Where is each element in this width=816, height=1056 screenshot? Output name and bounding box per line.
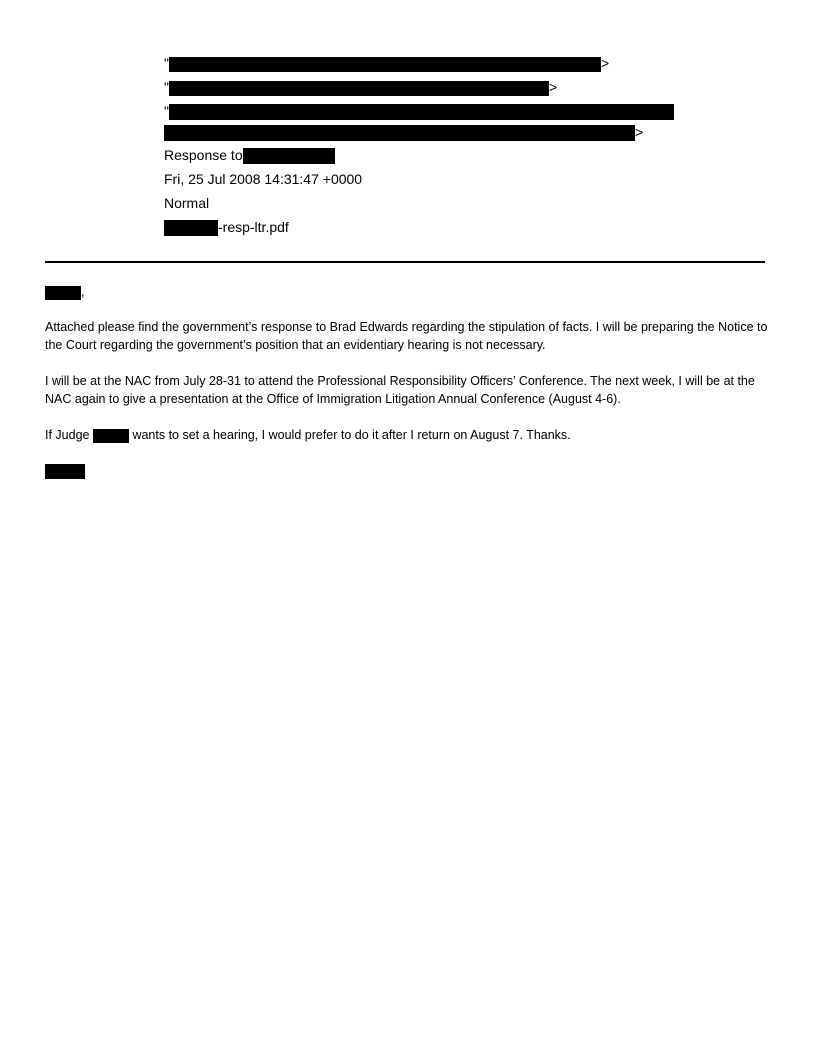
cc-close: > xyxy=(635,124,644,140)
redaction-block xyxy=(169,104,674,120)
paragraph-1-text: Attached please find the government’s response to Brad Edwards regarding the stipulation of facts. I will be preparing the Notice to the Court regarding the government’s position that an evidentiary hearing is not necessary. xyxy=(45,320,768,352)
paragraph-2-text: I will be at the NAC from July 28-31 to attend the Professional Responsibility Officers’ Conference. The next week, I will be at the NAC again to give a presentation at the Office of Immigration Litigation Annual Conference (August 4-6). xyxy=(45,374,755,406)
redaction-block xyxy=(93,429,129,443)
paragraph-3-text xyxy=(45,426,770,444)
attachment-filename[interactable]: -resp-ltr.pdf xyxy=(218,219,289,235)
subject-prefix: Response to xyxy=(164,147,243,163)
importance-value: Normal xyxy=(164,195,210,211)
to-close: > xyxy=(548,79,558,95)
cc-value xyxy=(164,102,674,120)
redaction-block xyxy=(164,125,635,141)
redaction-block xyxy=(243,148,335,164)
greeting-comma: , xyxy=(81,285,85,299)
redaction-block xyxy=(164,220,218,236)
cc-value-continued xyxy=(164,123,643,141)
paragraph-1 xyxy=(45,318,770,354)
paragraph-3 xyxy=(45,426,770,444)
from-value xyxy=(164,54,609,72)
subject-value xyxy=(164,146,335,164)
from-quote: " xyxy=(164,55,169,71)
header-divider xyxy=(45,261,765,263)
to-value xyxy=(164,78,557,96)
signature xyxy=(45,462,770,480)
cc-quote: " xyxy=(164,103,169,119)
paragraph-3-suffix: wants to set a hearing, I would prefer to do it after I return on August 7. Thanks. xyxy=(128,428,571,442)
redaction-block xyxy=(169,81,549,96)
paragraph-2 xyxy=(45,372,770,408)
paragraph-3-prefix: If Judge xyxy=(45,428,90,442)
date-value: Fri, 25 Jul 2008 14:31:47 +0000 xyxy=(164,171,363,187)
from-close: > xyxy=(600,55,610,71)
attachments-value[interactable] xyxy=(164,218,289,236)
greeting xyxy=(45,283,770,301)
redaction-block xyxy=(45,286,81,300)
redaction-block xyxy=(169,57,601,72)
to-quote: " xyxy=(164,79,169,95)
signature-redaction xyxy=(45,464,85,479)
